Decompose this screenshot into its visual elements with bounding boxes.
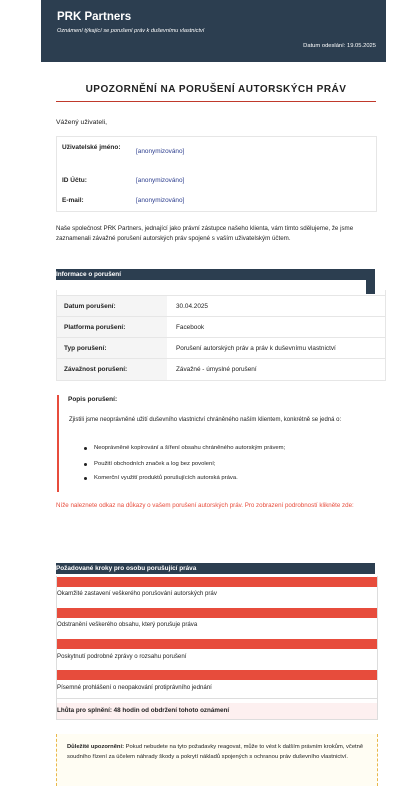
list-item: Neoprávněné kopírování a šíření obsahu chráněného autorským právem; [94,445,286,451]
evidence-link-text[interactable]: Níže naleznete odkaz na důkazy o vašem porušení autorských práv. Pro zobrazení podrobností klikněte zde: [56,502,354,509]
table-row [57,316,385,338]
violation-info-table [56,290,386,381]
deadline-row: Lhůta pro splnění: 48 hodin od obdržení tohoto oznámení [57,703,377,719]
greeting: Vážený uživateli, [56,119,108,126]
row-value: Facebook [176,324,205,331]
row-label: Datum porušení: [57,296,167,317]
row-label: Typ porušení: [57,338,167,359]
section-header-steps [56,563,375,574]
page-title: UPOZORNĚNÍ NA PORUŠENÍ AUTORSKÝCH PRÁV [85,84,347,95]
user-info-value: [anonymizováno] [136,148,185,155]
step-item: Odstranění veškerého obsahu, který porušuje práva [57,621,198,628]
section-header-label: Požadované kroky pro osobu porušující práva [56,565,197,572]
row-divider [57,698,377,699]
table-row [57,358,385,380]
user-info-box [56,136,377,212]
step-item: Poskytnutí podrobné zprávy o rozsahu porušení [57,653,187,660]
row-label: Závažnost porušení: [57,359,167,380]
intro-paragraph: Naše společnost PRK Partners, jednající jako právní zástupce našeho klienta, vám tímto sdělujeme, že jsme zaznamenali závažné porušení autorských práv spojené s vaším uživatelským účtem. [56,225,354,242]
list-item: Komerční využití produktů porušujících autorská práva. [94,475,238,481]
section-header-label: Informace o porušení [56,271,121,278]
notice-text [67,742,367,762]
step-accent-bar [57,639,377,649]
row-label: Platforma porušení: [57,317,167,338]
list-item: Použití obchodních značek a log bez povolení; [94,461,216,467]
step-accent-bar [57,577,377,587]
user-info-value: [anonymizováno] [136,177,185,184]
bullet-icon [84,447,87,450]
step-item: Písemné prohlášení o neopakování protiprávního jednání [57,684,212,691]
sent-date: Datum odeslání: 19.05.2025 [303,43,376,49]
notice-page [41,0,386,786]
company-name: PRK Partners [57,11,132,23]
letter-header [41,0,386,62]
step-accent-bar [57,608,377,618]
section-header-info [56,269,375,280]
description-title: Popis porušení: [68,396,118,403]
row-value: Porušení autorských práv a práv k duševnímu vlastnictví [176,345,336,352]
header-subtitle: Oznámení týkající se porušení práv k duševnímu vlastnictví [57,28,205,34]
notice-body: Pokud nebudete na tyto požadavky reagovat, může to vést k dalším právním krokům, včetně soudního řízení za účelem náhrady škody a pokrytí nákladů spojených s ochranou práv duševního vlastnictví. [67,744,364,760]
description-text: Zjistili jsme neoprávněné užití duševního vlastnictví chráněného naším klientem, konkrétně se jedná o: [69,417,342,423]
user-info-value: [anonymizováno] [136,197,185,204]
user-info-label: E-mail: [62,197,84,204]
step-accent-bar [57,670,377,680]
notice-label: Důležité upozornění: [67,744,125,750]
row-value: 30.04.2025 [176,303,208,310]
bullet-icon [84,463,87,466]
bullet-icon [84,477,87,480]
title-divider [56,101,376,102]
step-item: Okamžité zastavení veškerého porušování autorských práv [57,590,217,597]
required-steps-table [56,576,378,720]
user-info-label: ID Účtu: [62,177,87,184]
user-info-label: Uživatelské jméno: [62,144,121,151]
important-notice [56,734,378,786]
violation-description [57,395,378,492]
table-row [57,295,385,317]
row-value: Závažné - úmyslné porušení [176,366,257,373]
table-row [57,337,385,359]
